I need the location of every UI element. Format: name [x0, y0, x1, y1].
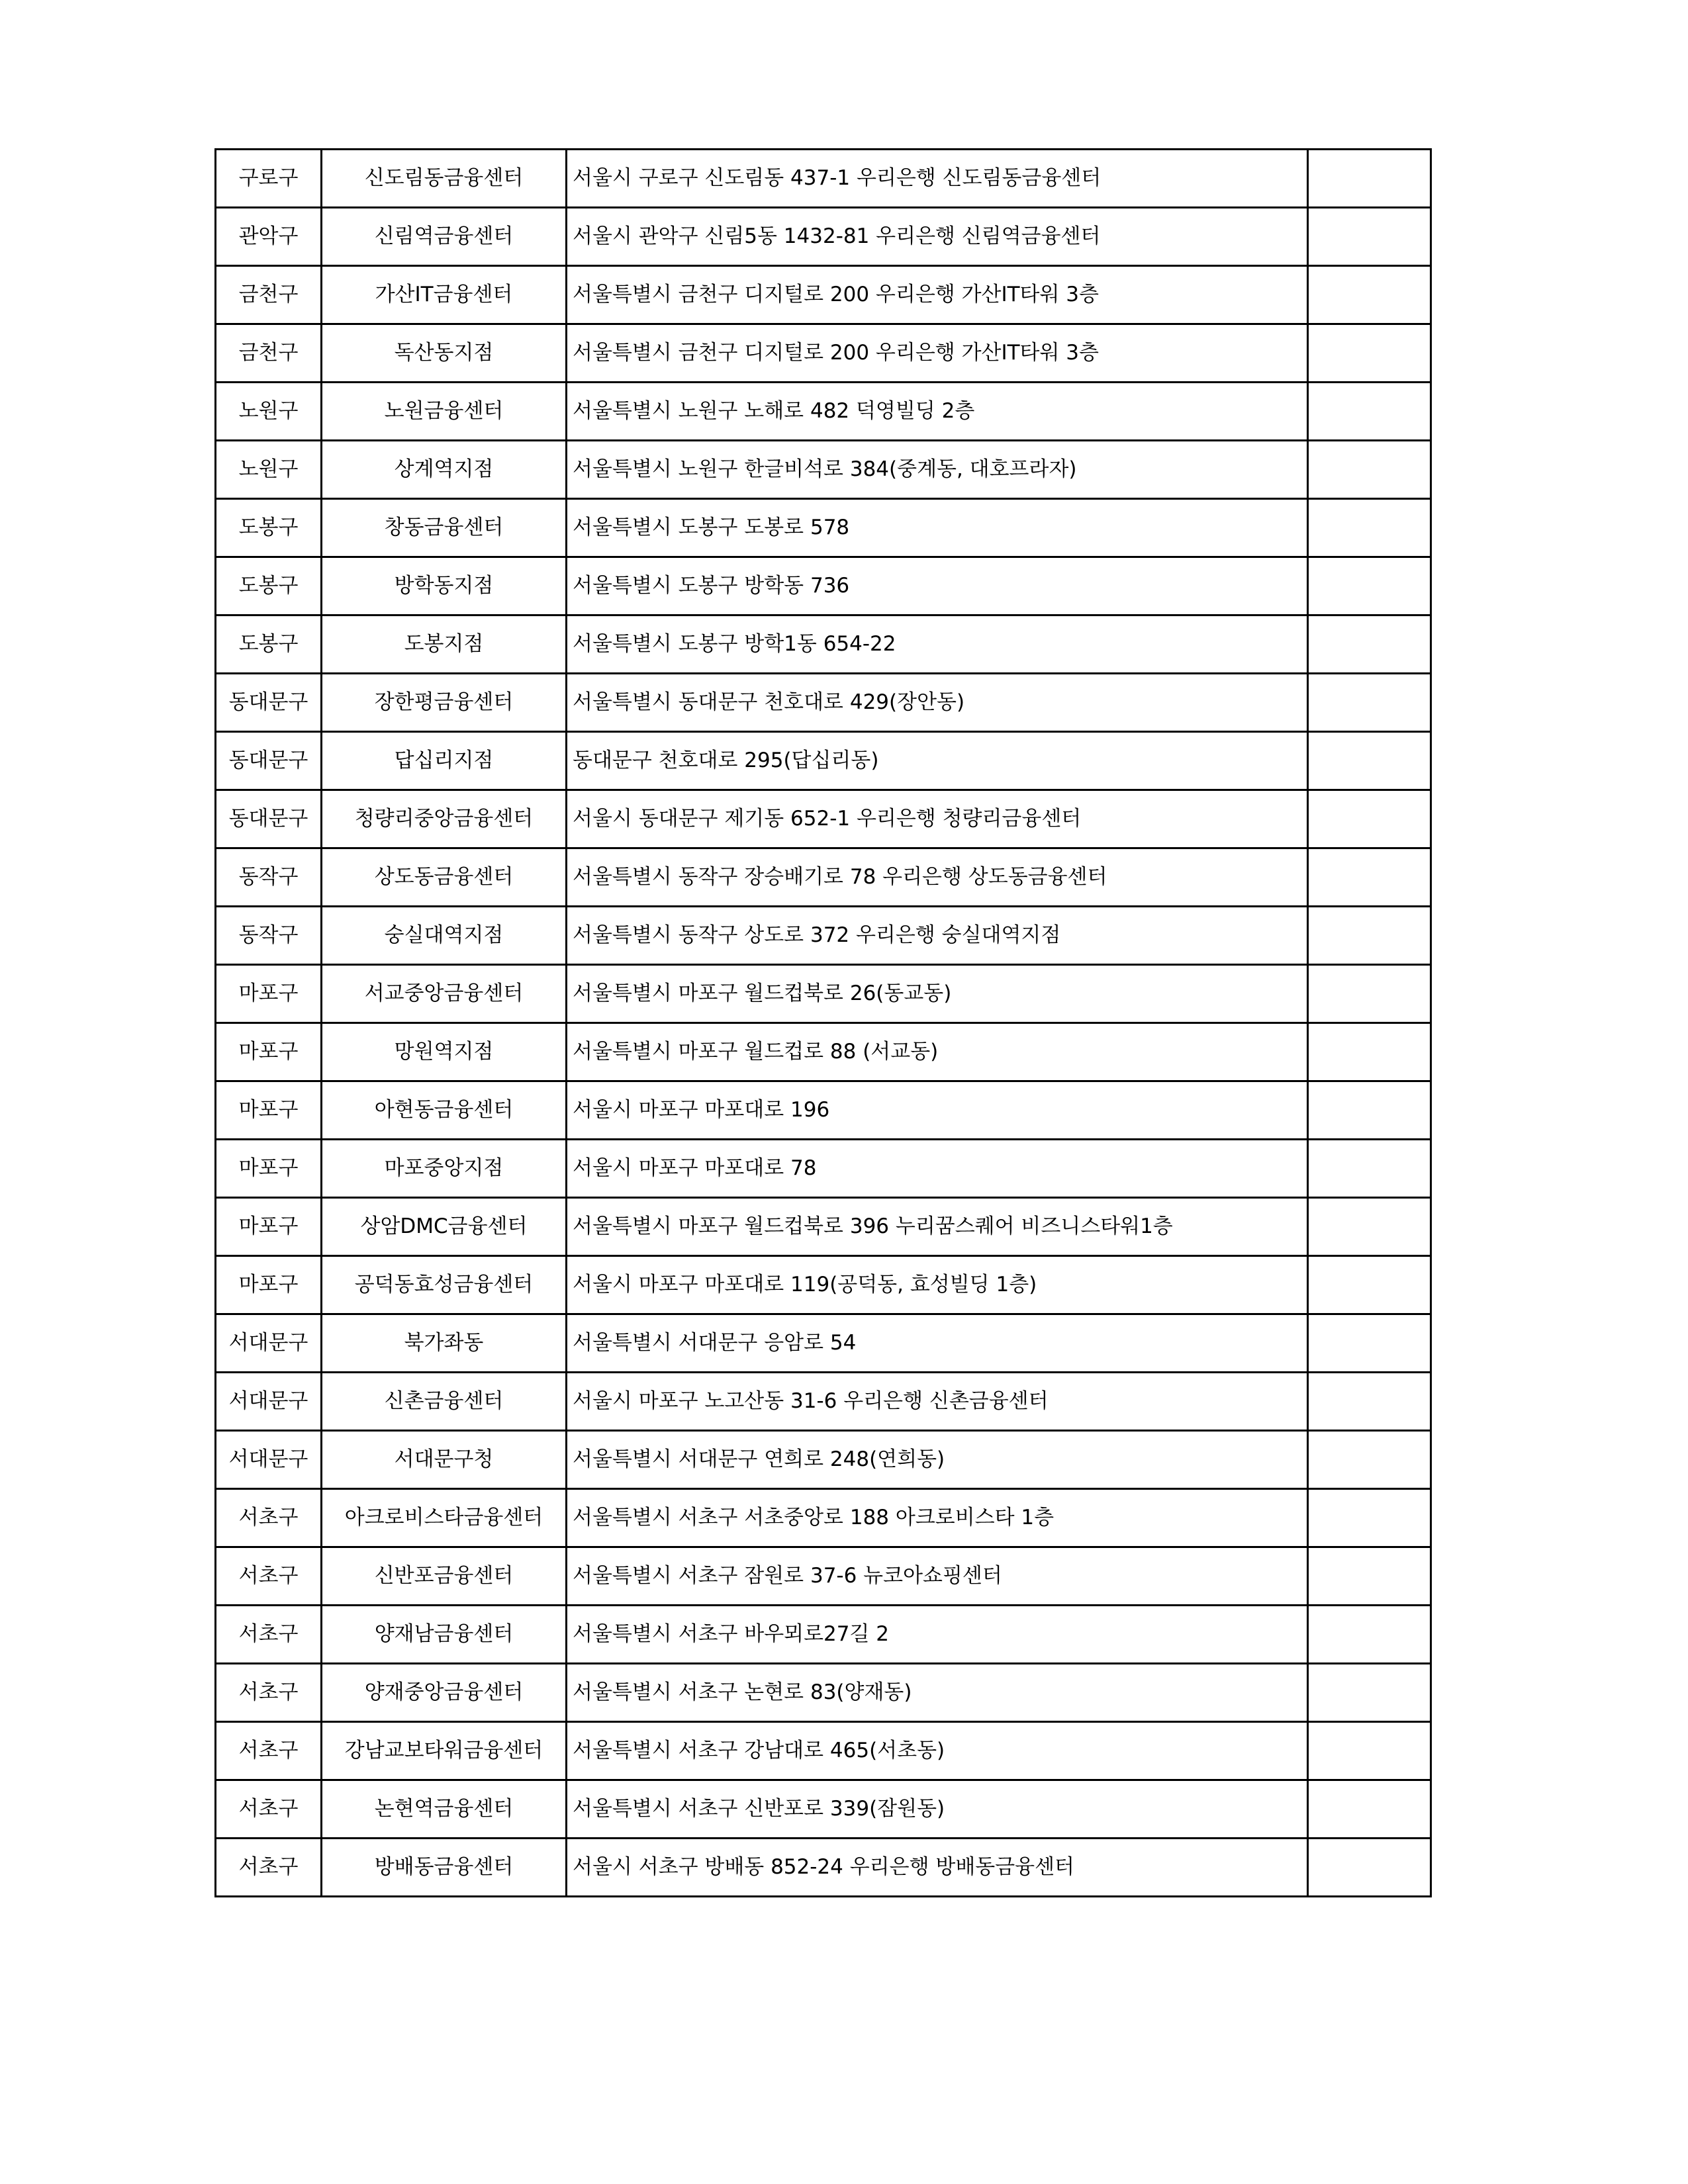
- table-row: [216, 732, 1431, 790]
- branch-name-cell: 아현동금융센터: [322, 1081, 567, 1140]
- address-cell: 서울시 서초구 방배동 852-24 우리은행 방배동금융센터: [567, 1839, 1308, 1897]
- branch-name-cell: 독산동지점: [322, 324, 567, 383]
- address-cell: 서울특별시 서대문구 연희로 248(연희동): [567, 1431, 1308, 1489]
- district-cell: 서초구: [216, 1839, 322, 1897]
- address-cell: 서울시 동대문구 제기동 652-1 우리은행 청량리금융센터: [567, 790, 1308, 848]
- address-cell: 서울특별시 도봉구 도봉로 578: [567, 499, 1308, 557]
- blank-cell: [1308, 732, 1431, 790]
- address-cell: 서울시 관악구 신림5동 1432-81 우리은행 신림역금융센터: [567, 208, 1308, 266]
- table-row: [216, 1664, 1431, 1722]
- table-row: [216, 1606, 1431, 1664]
- blank-cell: [1308, 1547, 1431, 1606]
- blank-cell: [1308, 208, 1431, 266]
- blank-cell: [1308, 848, 1431, 907]
- district-cell: 도봉구: [216, 557, 322, 615]
- blank-cell: [1308, 324, 1431, 383]
- branch-name-cell: 노원금융센터: [322, 383, 567, 441]
- branch-name-cell: 마포중앙지점: [322, 1140, 567, 1198]
- district-cell: 동작구: [216, 907, 322, 965]
- table-row: [216, 150, 1431, 208]
- branch-name-cell: 상계역지점: [322, 441, 567, 499]
- address-cell: 서울특별시 서초구 강남대로 465(서초동): [567, 1722, 1308, 1780]
- district-cell: 서초구: [216, 1780, 322, 1839]
- table-row: [216, 557, 1431, 615]
- branch-name-cell: 창동금융센터: [322, 499, 567, 557]
- blank-cell: [1308, 1198, 1431, 1256]
- table-row: [216, 208, 1431, 266]
- blank-cell: [1308, 1722, 1431, 1780]
- branch-name-cell: 양재중앙금융센터: [322, 1664, 567, 1722]
- branch-name-cell: 도봉지점: [322, 615, 567, 674]
- address-cell: 서울시 마포구 마포대로 119(공덕동, 효성빌딩 1층): [567, 1256, 1308, 1314]
- district-cell: 노원구: [216, 383, 322, 441]
- branch-name-cell: 청량리중앙금융센터: [322, 790, 567, 848]
- branch-name-cell: 상암DMC금융센터: [322, 1198, 567, 1256]
- district-cell: 마포구: [216, 1140, 322, 1198]
- blank-cell: [1308, 790, 1431, 848]
- table-row: [216, 1722, 1431, 1780]
- blank-cell: [1308, 150, 1431, 208]
- branch-name-cell: 서교중앙금융센터: [322, 965, 567, 1023]
- branch-name-cell: 강남교보타워금융센터: [322, 1722, 567, 1780]
- blank-cell: [1308, 1489, 1431, 1547]
- address-cell: 서울특별시 마포구 월드컵북로 396 누리꿈스퀘어 비즈니스타워1층: [567, 1198, 1308, 1256]
- district-cell: 서초구: [216, 1722, 322, 1780]
- table-row: [216, 965, 1431, 1023]
- branch-name-cell: 신림역금융센터: [322, 208, 567, 266]
- district-cell: 동대문구: [216, 790, 322, 848]
- table-row: [216, 499, 1431, 557]
- address-cell: 서울특별시 서초구 신반포로 339(잠원동): [567, 1780, 1308, 1839]
- table-row: [216, 1023, 1431, 1081]
- table-row: [216, 1256, 1431, 1314]
- blank-cell: [1308, 1664, 1431, 1722]
- branch-name-cell: 상도동금융센터: [322, 848, 567, 907]
- table-row: [216, 1780, 1431, 1839]
- branch-name-cell: 답십리지점: [322, 732, 567, 790]
- branch-name-cell: 공덕동효성금융센터: [322, 1256, 567, 1314]
- district-cell: 마포구: [216, 1198, 322, 1256]
- address-cell: 서울시 마포구 마포대로 196: [567, 1081, 1308, 1140]
- address-cell: 서울특별시 동대문구 천호대로 429(장안동): [567, 674, 1308, 732]
- blank-cell: [1308, 441, 1431, 499]
- table-row: [216, 1489, 1431, 1547]
- table-row: [216, 907, 1431, 965]
- branch-name-cell: 망원역지점: [322, 1023, 567, 1081]
- table-row: [216, 1547, 1431, 1606]
- address-cell: 서울특별시 마포구 월드컵북로 26(동교동): [567, 965, 1308, 1023]
- address-cell: 서울시 마포구 노고산동 31-6 우리은행 신촌금융센터: [567, 1373, 1308, 1431]
- table-row: [216, 1081, 1431, 1140]
- address-cell: 서울특별시 도봉구 방학동 736: [567, 557, 1308, 615]
- branch-name-cell: 장한평금융센터: [322, 674, 567, 732]
- address-cell: 서울특별시 동작구 장승배기로 78 우리은행 상도동금융센터: [567, 848, 1308, 907]
- district-cell: 동작구: [216, 848, 322, 907]
- branch-name-cell: 가산IT금융센터: [322, 266, 567, 324]
- branch-name-cell: 아크로비스타금융센터: [322, 1489, 567, 1547]
- branch-name-cell: 서대문구청: [322, 1431, 567, 1489]
- address-cell: 서울특별시 서초구 바우뫼로27길 2: [567, 1606, 1308, 1664]
- branch-name-cell: 숭실대역지점: [322, 907, 567, 965]
- blank-cell: [1308, 965, 1431, 1023]
- table-row: [216, 441, 1431, 499]
- district-cell: 마포구: [216, 965, 322, 1023]
- address-cell: 서울특별시 서초구 잠원로 37-6 뉴코아쇼핑센터: [567, 1547, 1308, 1606]
- address-cell: 서울특별시 서대문구 응암로 54: [567, 1314, 1308, 1373]
- blank-cell: [1308, 615, 1431, 674]
- branch-name-cell: 신촌금융센터: [322, 1373, 567, 1431]
- address-cell: 서울특별시 노원구 노해로 482 덕영빌딩 2층: [567, 383, 1308, 441]
- table-row: [216, 790, 1431, 848]
- branch-name-cell: 신반포금융센터: [322, 1547, 567, 1606]
- address-cell: 서울특별시 금천구 디지털로 200 우리은행 가산IT타워 3층: [567, 266, 1308, 324]
- blank-cell: [1308, 1780, 1431, 1839]
- address-cell: 서울특별시 노원구 한글비석로 384(중계동, 대호프라자): [567, 441, 1308, 499]
- blank-cell: [1308, 674, 1431, 732]
- address-cell: 서울특별시 서초구 서초중앙로 188 아크로비스타 1층: [567, 1489, 1308, 1547]
- district-cell: 관악구: [216, 208, 322, 266]
- district-cell: 금천구: [216, 266, 322, 324]
- district-cell: 마포구: [216, 1256, 322, 1314]
- district-cell: 마포구: [216, 1023, 322, 1081]
- blank-cell: [1308, 1373, 1431, 1431]
- blank-cell: [1308, 266, 1431, 324]
- district-cell: 동대문구: [216, 732, 322, 790]
- blank-cell: [1308, 1431, 1431, 1489]
- district-cell: 금천구: [216, 324, 322, 383]
- table-row: [216, 1839, 1431, 1897]
- blank-cell: [1308, 1023, 1431, 1081]
- table-row: [216, 848, 1431, 907]
- table-row: [216, 1373, 1431, 1431]
- table-row: [216, 1140, 1431, 1198]
- blank-cell: [1308, 1140, 1431, 1198]
- blank-cell: [1308, 1314, 1431, 1373]
- address-cell: 서울특별시 서초구 논현로 83(양재동): [567, 1664, 1308, 1722]
- table-row: [216, 615, 1431, 674]
- district-cell: 서초구: [216, 1664, 322, 1722]
- district-cell: 서초구: [216, 1547, 322, 1606]
- blank-cell: [1308, 499, 1431, 557]
- branch-table: [214, 148, 1432, 1897]
- address-cell: 서울특별시 도봉구 방학1동 654-22: [567, 615, 1308, 674]
- blank-cell: [1308, 1839, 1431, 1897]
- branch-name-cell: 방학동지점: [322, 557, 567, 615]
- district-cell: 서대문구: [216, 1314, 322, 1373]
- blank-cell: [1308, 383, 1431, 441]
- blank-cell: [1308, 1081, 1431, 1140]
- district-cell: 동대문구: [216, 674, 322, 732]
- branch-name-cell: 양재남금융센터: [322, 1606, 567, 1664]
- table-body: [216, 150, 1431, 1897]
- district-cell: 서초구: [216, 1489, 322, 1547]
- district-cell: 서초구: [216, 1606, 322, 1664]
- table-row: [216, 383, 1431, 441]
- district-cell: 노원구: [216, 441, 322, 499]
- district-cell: 서대문구: [216, 1431, 322, 1489]
- address-cell: 서울시 마포구 마포대로 78: [567, 1140, 1308, 1198]
- district-cell: 구로구: [216, 150, 322, 208]
- branch-name-cell: 논현역금융센터: [322, 1780, 567, 1839]
- branch-name-cell: 신도림동금융센터: [322, 150, 567, 208]
- table-row: [216, 674, 1431, 732]
- branch-name-cell: 방배동금융센터: [322, 1839, 567, 1897]
- branch-name-cell: 북가좌동: [322, 1314, 567, 1373]
- address-cell: 서울특별시 금천구 디지털로 200 우리은행 가산IT타워 3층: [567, 324, 1308, 383]
- table-row: [216, 266, 1431, 324]
- address-cell: 동대문구 천호대로 295(답십리동): [567, 732, 1308, 790]
- address-cell: 서울특별시 마포구 월드컵로 88 (서교동): [567, 1023, 1308, 1081]
- blank-cell: [1308, 557, 1431, 615]
- table-row: [216, 1431, 1431, 1489]
- district-cell: 도봉구: [216, 615, 322, 674]
- address-cell: 서울특별시 동작구 상도로 372 우리은행 숭실대역지점: [567, 907, 1308, 965]
- district-cell: 마포구: [216, 1081, 322, 1140]
- district-cell: 서대문구: [216, 1373, 322, 1431]
- table-row: [216, 1198, 1431, 1256]
- district-cell: 도봉구: [216, 499, 322, 557]
- address-cell: 서울시 구로구 신도림동 437-1 우리은행 신도림동금융센터: [567, 150, 1308, 208]
- blank-cell: [1308, 1606, 1431, 1664]
- blank-cell: [1308, 907, 1431, 965]
- table-row: [216, 1314, 1431, 1373]
- blank-cell: [1308, 1256, 1431, 1314]
- table-row: [216, 324, 1431, 383]
